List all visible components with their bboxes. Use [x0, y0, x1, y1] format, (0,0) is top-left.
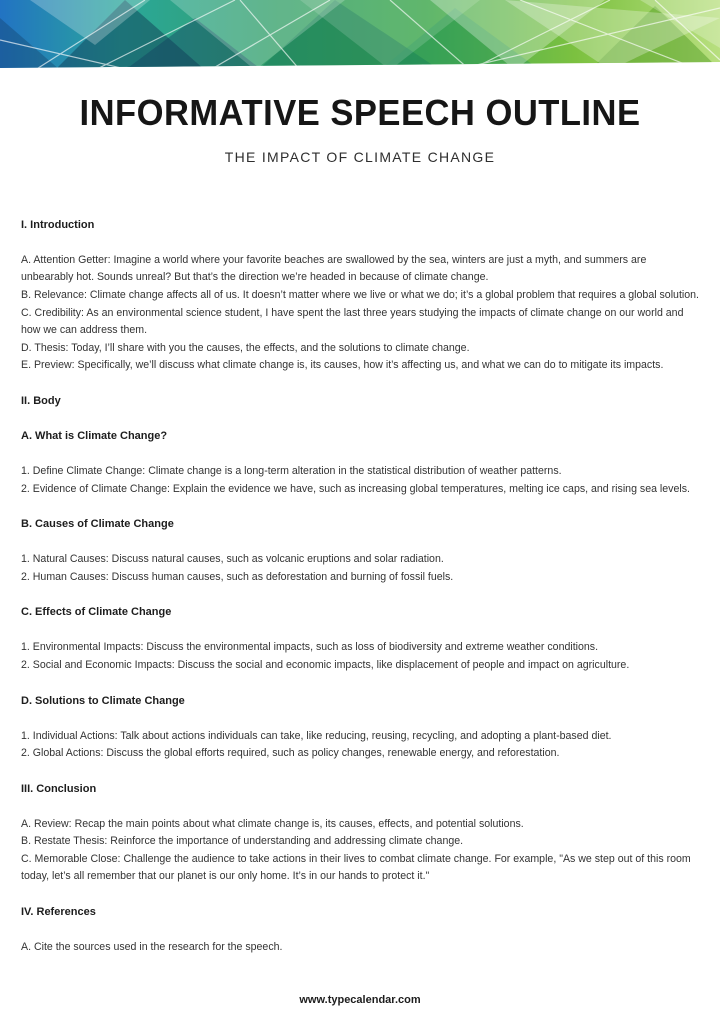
outline-item: D. Thesis: Today, I’ll share with you the causes, the effects, and the solutions to climate change. — [21, 341, 470, 354]
doc-footer — [0, 994, 720, 1006]
speech-outline — [0, 217, 720, 957]
section-items — [21, 639, 699, 674]
section-items — [21, 252, 699, 375]
outline-item: 2. Human Causes: Discuss human causes, such as deforestation and burning of fossil fuels. — [21, 570, 454, 583]
page-title: INFORMATIVE SPEECH OUTLINE — [79, 92, 641, 133]
section-heading: B. Causes of Climate Change — [21, 518, 174, 531]
section-items — [21, 939, 699, 957]
section-heading: II. Body — [21, 394, 61, 407]
outline-item: 2. Global Actions: Discuss the global efforts required, such as policy changes, renewable energy, and reforestation. — [21, 747, 560, 760]
section-conclusion — [21, 781, 699, 886]
section-heading: D. Solutions to Climate Change — [21, 694, 185, 707]
section-introduction — [21, 217, 699, 375]
outline-item: 1. Environmental Impacts: Discuss the environmental impacts, such as loss of biodiversity and extreme weather conditions. — [21, 641, 599, 654]
section-heading: III. Conclusion — [21, 782, 97, 795]
outline-item: E. Preview: Specifically, we’ll discuss what climate change is, its causes, how it’s affecting us, and what we can do to mitigate its impacts. — [21, 359, 664, 372]
outline-item: 2. Social and Economic Impacts: Discuss the social and economic impacts, like displacement of people and impact on agriculture. — [21, 658, 630, 671]
outline-item: C. Credibility: As an environmental science student, I have spent the last three years studying the impacts of climate change on our world and how we can address them. — [21, 306, 684, 337]
section-solutions — [21, 693, 699, 763]
outline-item: 1. Define Climate Change: Climate change is a long-term alteration in the statistical distribution of weather patterns. — [21, 464, 562, 477]
section-references — [21, 904, 699, 957]
outline-item: B. Restate Thesis: Reinforce the importance of understanding and addressing climate change. — [21, 835, 464, 848]
section-items — [21, 463, 699, 498]
section-body — [21, 393, 699, 410]
outline-item: C. Memorable Close: Challenge the audience to take actions in their lives to combat climate change. For example, "As we step out of this room today, let’s all remember that our planet is our only home. It’s in our hands to protect it." — [21, 852, 691, 883]
section-heading: IV. References — [21, 906, 96, 919]
banner-graphic — [0, 0, 720, 70]
outline-item: 1. Natural Causes: Discuss natural causes, such as volcanic eruptions and solar radiation. — [21, 553, 444, 566]
outline-item: A. Cite the sources used in the research for the speech. — [21, 941, 283, 954]
section-items — [21, 816, 699, 886]
section-causes — [21, 516, 699, 586]
section-what-is-climate-change — [21, 428, 699, 498]
section-heading: I. Introduction — [21, 218, 95, 231]
website-url: www.typecalendar.com — [299, 993, 421, 1006]
outline-item: B. Relevance: Climate change affects all of us. It doesn’t matter where we live or what we do; it’s a global problem that requires a global solution. — [21, 288, 699, 301]
outline-item: A. Review: Recap the main points about what climate change is, its causes, effects, and potential solutions. — [21, 817, 524, 830]
section-heading: A. What is Climate Change? — [21, 429, 168, 442]
section-items — [21, 551, 699, 586]
section-effects — [21, 604, 699, 674]
section-heading: C. Effects of Climate Change — [21, 606, 172, 619]
page-subtitle: THE IMPACT OF CLIMATE CHANGE — [224, 148, 496, 165]
outline-item: A. Attention Getter: Imagine a world where your favorite beaches are swallowed by the sea, winters are just a myth, and summers are unbearably hot. Sounds unreal? But that’s the direction we’re headed in because of climate change. — [21, 253, 647, 284]
banner — [0, 0, 720, 70]
outline-item: 1. Individual Actions: Talk about actions individuals can take, like reducing, reusing, recycling, and adopting a plant-based diet. — [21, 729, 612, 742]
section-items — [21, 728, 699, 763]
outline-item: 2. Evidence of Climate Change: Explain the evidence we have, such as increasing global temperatures, melting ice caps, and rising sea levels. — [21, 482, 690, 495]
